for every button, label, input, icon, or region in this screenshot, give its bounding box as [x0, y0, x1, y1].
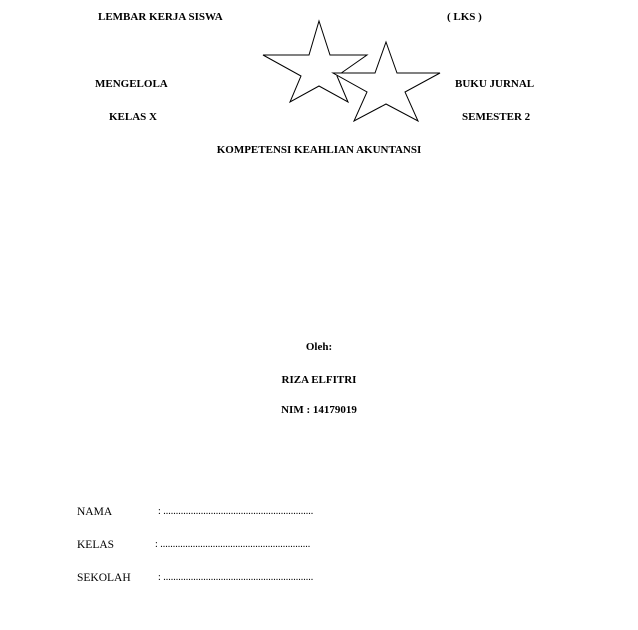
by-label: Oleh: — [305, 341, 333, 353]
form-value-kelas: : ............................................................ — [155, 539, 311, 550]
semester-label: SEMESTER 2 — [462, 111, 531, 123]
class-label: KELAS X — [109, 111, 157, 123]
lks-label: ( LKS ) — [447, 11, 482, 23]
star-icon-right — [333, 42, 440, 121]
star-icon-left — [263, 21, 367, 102]
author-nim: NIM : 14179019 — [281, 404, 357, 416]
form-label-nama: NAMA — [77, 506, 113, 518]
form-value-nama: : ............................................................ — [158, 506, 314, 517]
subject-left: MENGELOLA — [95, 78, 168, 90]
subject-right: BUKU JURNAL — [455, 78, 535, 90]
worksheet-title: LEMBAR KERJA SISWA — [98, 11, 223, 23]
form-value-sekolah: : ............................................................ — [158, 572, 314, 583]
competency-heading: KOMPETENSI KEAHLIAN AKUNTANSI — [216, 144, 422, 156]
author-name: RIZA ELFITRI — [281, 374, 357, 386]
form-label-kelas: KELAS — [77, 539, 115, 551]
form-label-sekolah: SEKOLAH — [77, 572, 131, 584]
